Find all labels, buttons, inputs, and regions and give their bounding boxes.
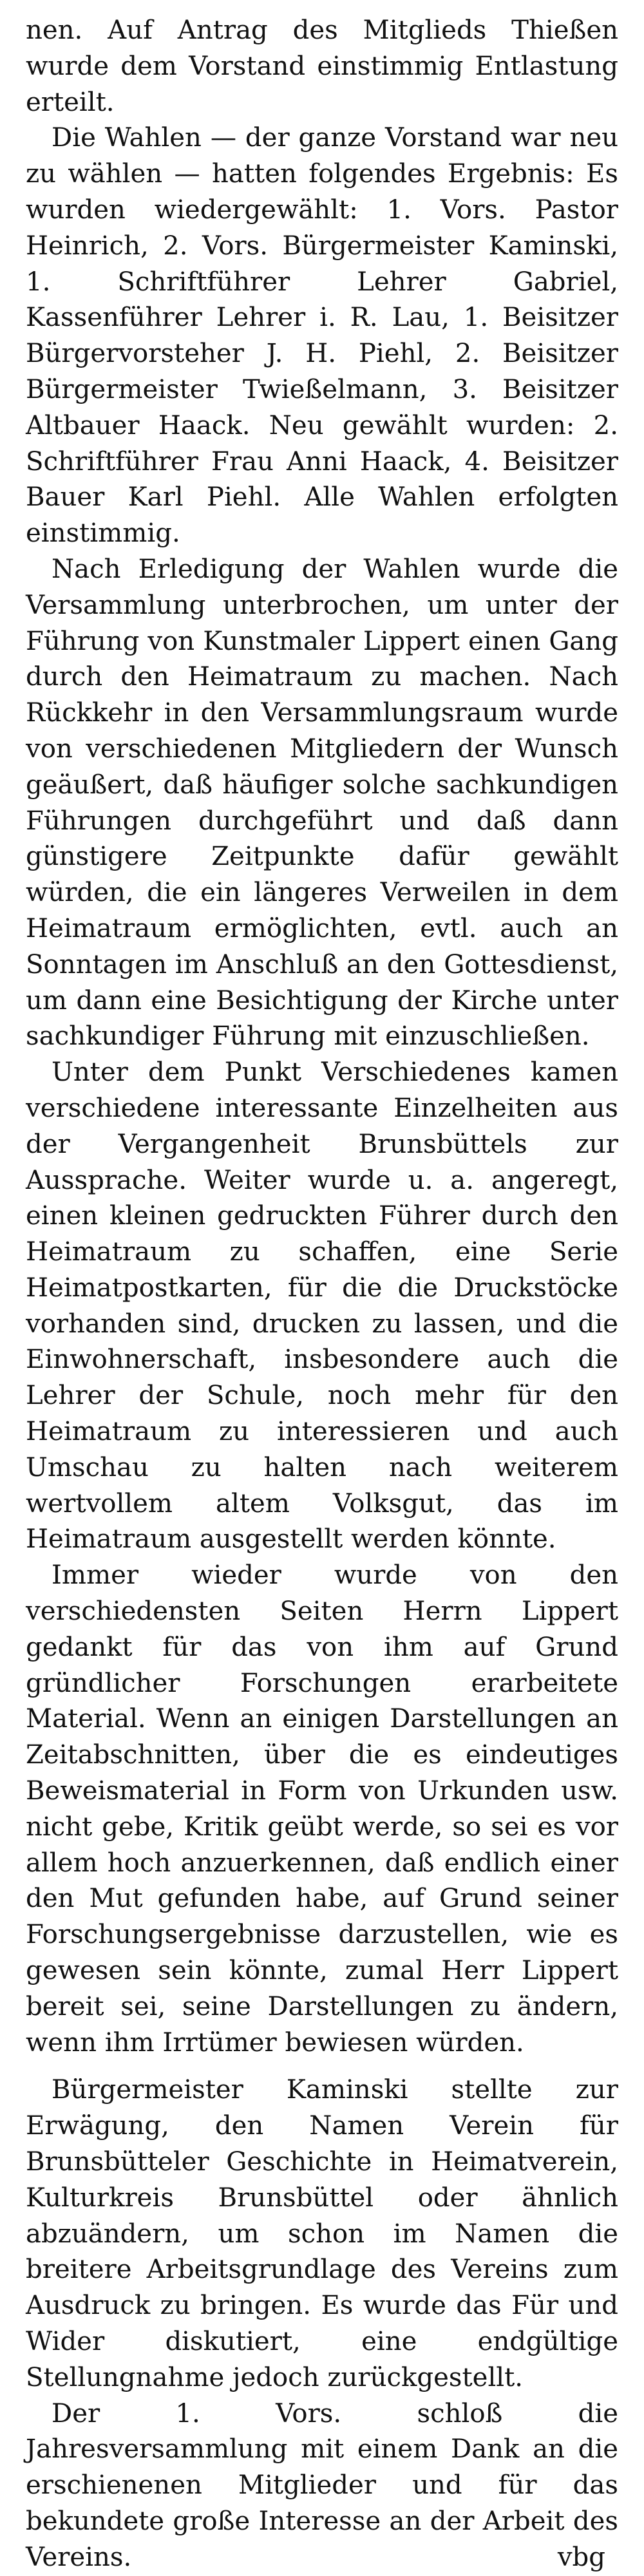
paragraph-closing <box>26 2396 618 2576</box>
article-column <box>26 13 618 2576</box>
paragraph-tour: Nach Erledigung der Wahlen wurde die Versammlung unterbrochen, um unter der Führung von Kunstmaler Lippert einen Gang durch den Heimatraum zu machen. Nach Rückkehr in den Versammlungsraum wurde von verschiedenen Mitgliedern der Wunsch geäußert, daß häufiger solche sachkundigen Führungen durchgeführt und daß dann günstigere Zeitpunkte dafür gewählt würden, die ein längeres Verweilen in dem Heimatraum ermöglichten, evtl. auch an Sonntagen im Anschluß an den Gottesdienst, um dann eine Besichtigung der Kirche unter sachkundiger Führung mit einzuschließen. <box>26 554 618 1052</box>
paragraph-elections: Die Wahlen — der ganze Vorstand war neu zu wählen — hatten folgendes Ergebnis: Es wurden wiedergewählt: 1. Vors. Pastor Heinrich, 2. Vors. Bürgermeister Kaminski, 1. Schriftführer Lehrer Gabriel, Kassenführer Lehrer i. R. Lau, 1. Beisitzer Bürgervorsteher J. H. Piehl, 2. Beisitzer Bürgermeister Twießelmann, 3. Beisitzer Altbauer Haack. Neu gewählt wurden: 2. Schriftführer Frau Anni Haack, 4. Beisitzer Bauer Karl Piehl. Alle Wahlen erfolgten einstimmig. <box>26 123 618 549</box>
paragraph-discharge: nen. Auf Antrag des Mitglieds Thießen wurde dem Vorstand einstimmig Entlastung erteilt. <box>26 15 618 117</box>
closing-text: Der 1. Vors. schloß die Jahresversammlung mit einem Dank an die erschienenen Mitglieder und für das bekundete große Interesse an der Arbeit des Vereins. <box>26 2398 618 2572</box>
paragraph-miscellaneous: Unter dem Punkt Verschiedenes kamen verschiedene interessante Einzelheiten aus der Vergangenheit Brunsbüttels zur Aussprache. Weiter wurde u. a. angeregt, einen kleinen gedruckten Führer durch den Heimatraum zu schaffen, eine Serie Heimatpostkarten, für die die Druckstöcke vorhanden sind, drucken zu lassen, und die Einwohnerschaft, insbesondere auch die Lehrer der Schule, noch mehr für den Heimatraum zu interessieren und auch Umschau zu halten nach weiterem wertvollem altem Volksgut, das im Heimatraum ausgestellt werden könnte. <box>26 1057 618 1555</box>
author-signature: vbg <box>557 2542 605 2572</box>
paragraph-thanks-lippert: Immer wieder wurde von den verschiedensten Seiten Herrn Lippert gedankt für das von ihm auf Grund gründlicher Forschungen erarbeitete Material. Wenn an einigen Darstellungen an Zeitabschnitten, über die es eindeutiges Beweismaterial in Form von Urkunden usw. nicht gebe, Kritik geübt werde, so sei es vor allem hoch anzuerkennen, daß endlich einer den Mut gefunden habe, auf Grund seiner Forschungsergebnisse darzustellen, wie es gewesen sein könnte, zumal Herr Lippert bereit sei, seine Darstellungen zu ändern, wenn ihm Irrtümer bewiesen würden. <box>26 1560 618 2058</box>
paragraph-name-change: Bürgermeister Kaminski stellte zur Erwägung, den Namen Verein für Brunsbütteler Geschichte in Heimatverein, Kulturkreis Brunsbüttel oder ähnlich abzuändern, um schon im Namen die breitere Arbeitsgrundlage des Vereins zum Ausdruck zu bringen. Es wurde das Für und Wider diskutiert, eine endgültige Stellungnahme jedoch zurückgestellt. <box>26 2075 618 2392</box>
